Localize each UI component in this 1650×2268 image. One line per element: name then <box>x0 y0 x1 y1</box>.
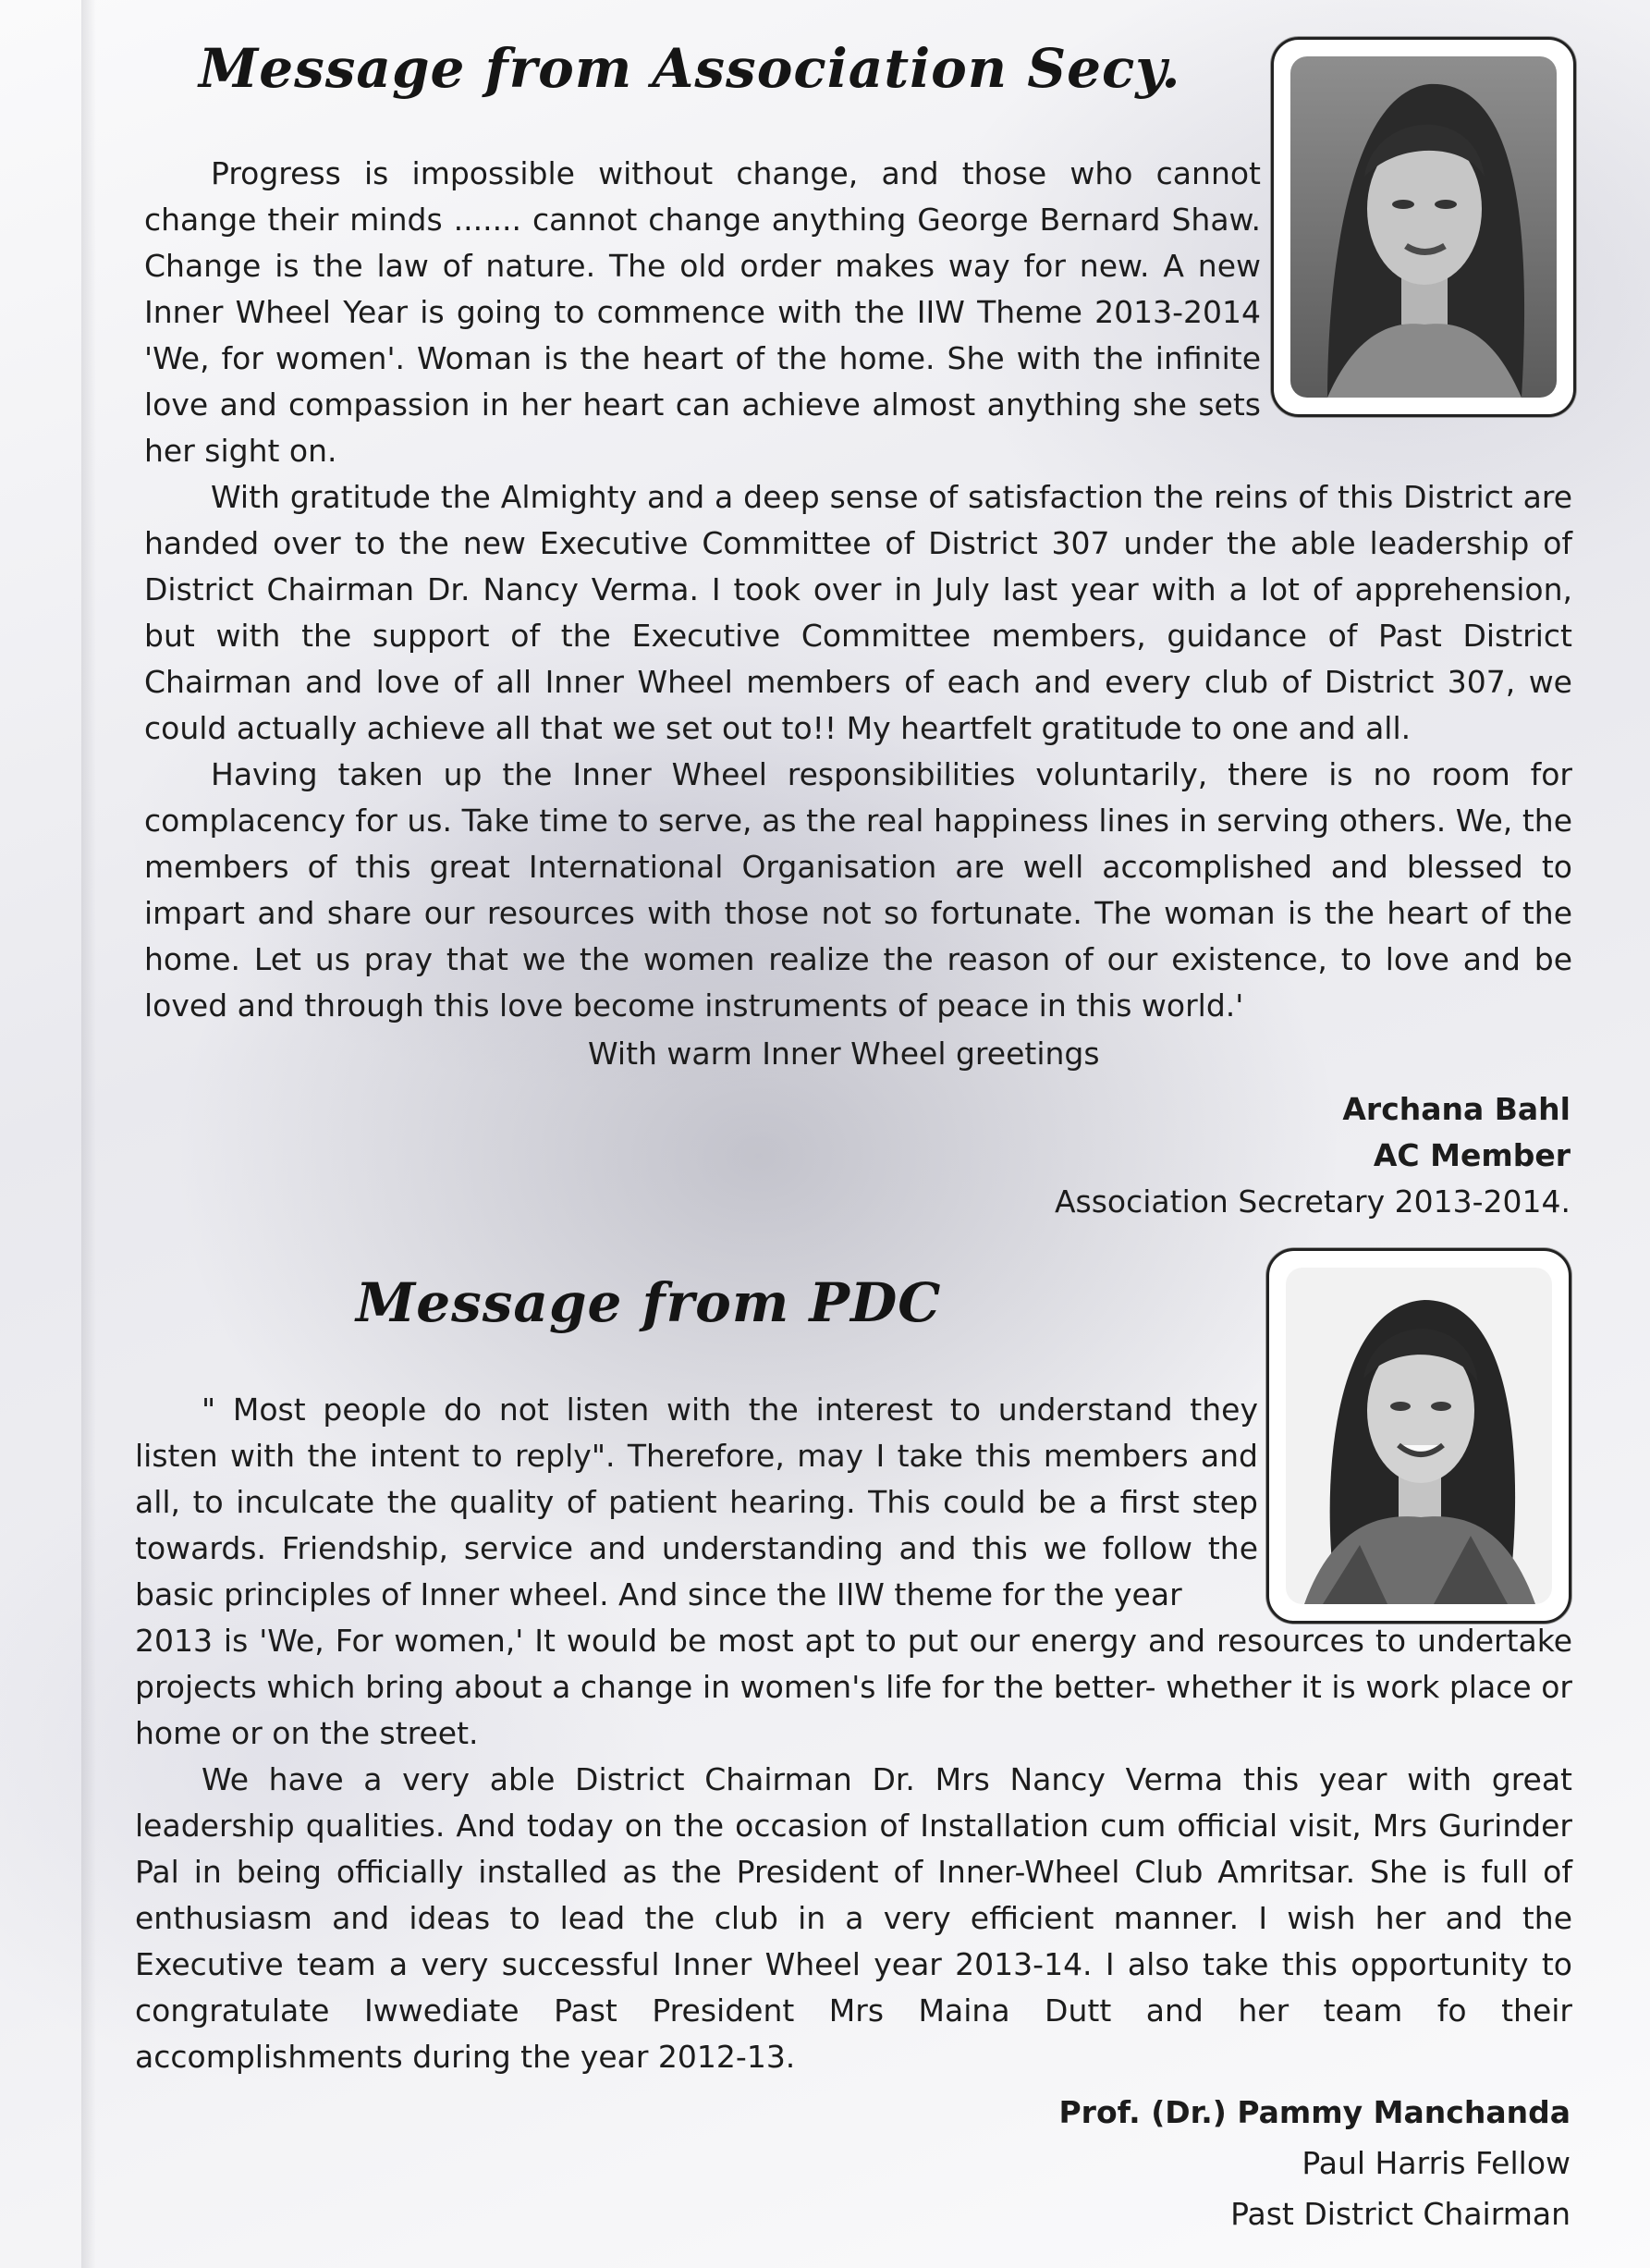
secy-signature-title: Association Secretary 2013-2014. <box>1054 1183 1571 1220</box>
pdc-section-heading: Message from PDC <box>356 1271 942 1334</box>
pdc-portrait-photo <box>1286 1268 1552 1604</box>
pdc-paragraph-1: " Most people do not listen with the interest to understand they listen with the intent to reply". Therefore, may I take this members and all, to inculcate the quality of patient hearing. This could be a first step towards. Friendship, service and understanding and this we follow the basic principles of Inner wheel. And since the IIW theme for the year <box>135 1391 1258 1612</box>
secy-paragraph-1: Progress is impossible without change, and those who cannot change their minds ....... cannot change anything George Bernard Shaw. Change is the law of nature. The old order makes way for new. A new Inner Wheel Year is going to commence with the IIW Theme 2013-2014 'We, for women'. Woman is the heart of the home. She with the infinite love and compassion in her heart can achieve almost anything she sets her sight on. <box>144 155 1261 469</box>
secy-portrait-frame <box>1271 37 1576 417</box>
secy-portrait-photo <box>1290 56 1557 398</box>
secy-signature-name: Archana Bahl <box>1342 1091 1571 1127</box>
page-binding-edge <box>81 0 96 2268</box>
secy-section-heading: Message from Association Secy. <box>199 37 1181 100</box>
pdc-portrait-image <box>1286 1268 1552 1604</box>
secy-signature-role: AC Member <box>1373 1137 1571 1173</box>
secy-paragraph-2: With gratitude the Almighty and a deep sense of satisfaction the reins of this District are handed over to the new Executive Committee of District 307 under the able leadership of District Chairman Dr. Nancy Verma. I took over in July last year with a lot of apprehension, but with the support of the Executive Committee members, guidance of Past District Chairman and love of all Inner Wheel members of each and every club of District 307, we could actually achieve all that we set out to!! My heartfelt gratitude to one and all. <box>144 479 1572 746</box>
pdc-paragraph-2: We have a very able District Chairman Dr. Mrs Nancy Verma this year with great leadership qualities. And today on the occasion of Installation cum official visit, Mrs Gurinder Pal in being officially installed as the President of Inner-Wheel Club Amritsar. She is full of enthusiasm and ideas to lead the club in a very efficient manner. I wish her and the Executive team a very successful Inner Wheel year 2013-14. I also take this opportunity to congratulate Iwwediate Past President Mrs Maina Dutt and her team fo their accomplishments during the year 2012-13. <box>135 1761 1572 2075</box>
pdc-paragraph-1-continued: 2013 is 'We, For women,' It would be most apt to put our energy and resources to undertake projects which bring about a change in women's life for the better- whether it is work place or home or on the street. <box>135 1623 1572 1751</box>
pdc-signature-role: Paul Harris Fellow <box>1302 2145 1571 2181</box>
pdc-portrait-frame <box>1266 1248 1571 1624</box>
secy-closing-greeting: With warm Inner Wheel greetings <box>588 1036 1100 1072</box>
pdc-signature-name: Prof. (Dr.) Pammy Manchanda <box>1058 2094 1571 2130</box>
pdc-signature-title: Past District Chairman <box>1230 2196 1571 2232</box>
secy-portrait-image <box>1290 56 1557 398</box>
secy-paragraph-3: Having taken up the Inner Wheel responsibilities voluntarily, there is no room for complacency for us. Take time to serve, as the real happiness lines in serving others. We, the members of this great International Organisation are well accomplished and blessed to impart and share our resources with those not so fortunate. The woman is the heart of the home. Let us pray that we the women realize the reason of our existence, to love and be loved and through this love become instruments of peace in this world.' <box>144 756 1572 1024</box>
